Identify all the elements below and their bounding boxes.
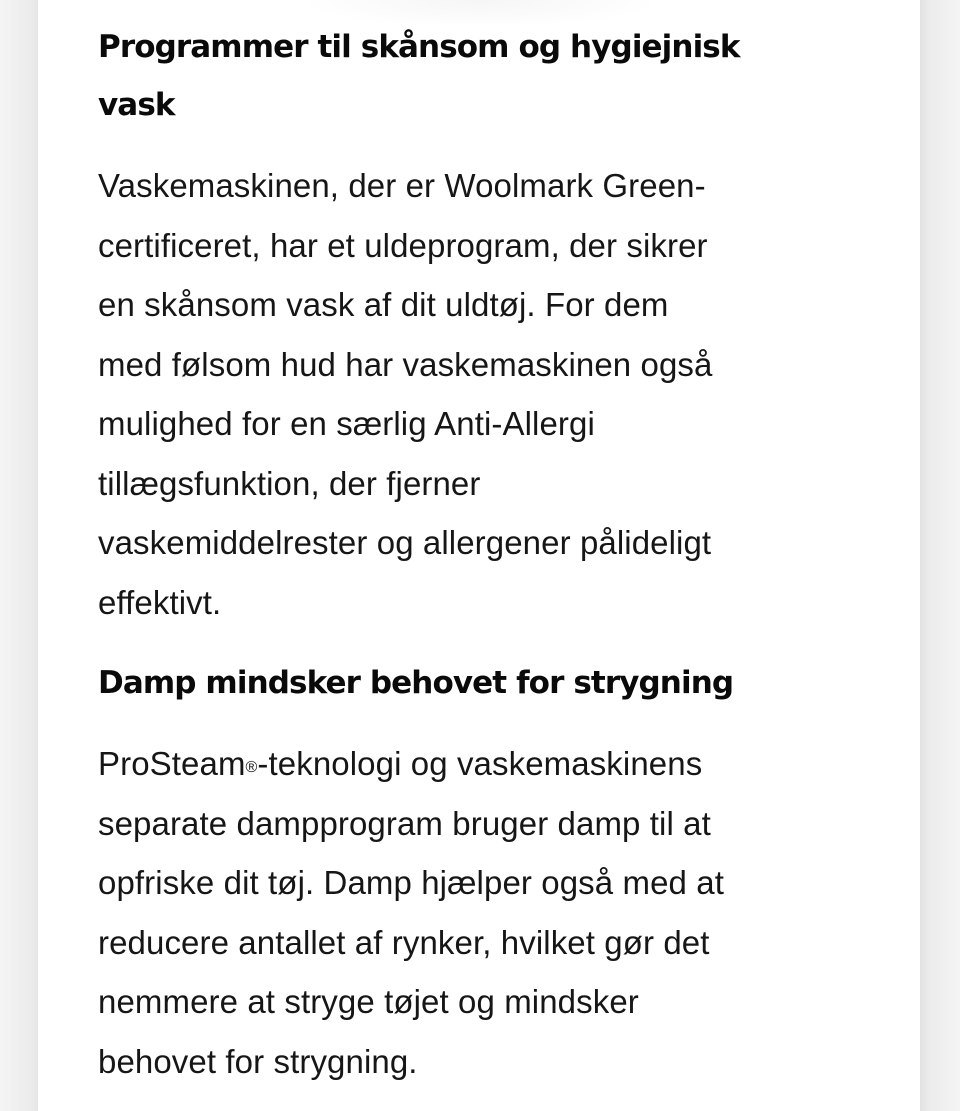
section-paragraph-prosteam (98, 734, 878, 1091)
section-heading-steam (98, 654, 878, 712)
paragraph-line: certificeret, har et uldeprogram, der sikrer (98, 226, 708, 264)
registered-trademark-icon: ® (245, 759, 258, 776)
paragraph-line: behovet for strygning. (98, 1042, 418, 1080)
heading-line: vask (98, 87, 175, 123)
paragraph-line: en skånsom vask af dit uldtøj. For dem (98, 286, 669, 323)
paragraph-line: reducere antallet af rynker, hvilket gør det (98, 923, 710, 961)
paragraph-line: opfriske dit tøj. Damp hjælper også med at (98, 864, 724, 901)
section-heading-gentle-hygienic-wash (98, 18, 878, 134)
paragraph-line: tillægsfunktion, der fjerner (98, 464, 481, 502)
paragraph-line (98, 734, 878, 794)
heading-line: Programmer til skånsom og hygiejnisk (98, 29, 740, 65)
paragraph-text: -teknologi og vaskemaskinens (257, 745, 703, 782)
paragraph-line: Vaskemaskinen, der er Woolmark Green- (98, 167, 706, 204)
section-paragraph-woolmark (98, 156, 878, 632)
paragraph-line: effektivt. (98, 583, 222, 621)
paragraph-line: nemmere at stryge tøjet og mindsker (98, 983, 639, 1020)
paragraph-line: med følsom hud har vaskemaskinen også (98, 345, 713, 383)
heading-line: Damp mindsker behovet for strygning (98, 665, 734, 701)
article-content (98, 18, 878, 1091)
paragraph-line: mulighed for en særlig Anti-Allergi (98, 405, 595, 442)
brand-name-prosteam: ProSteam (98, 745, 246, 782)
paragraph-line: vaskemiddelrester og allergener pålideligt (98, 524, 712, 561)
paragraph-line: separate dampprogram bruger damp til at (98, 804, 711, 842)
